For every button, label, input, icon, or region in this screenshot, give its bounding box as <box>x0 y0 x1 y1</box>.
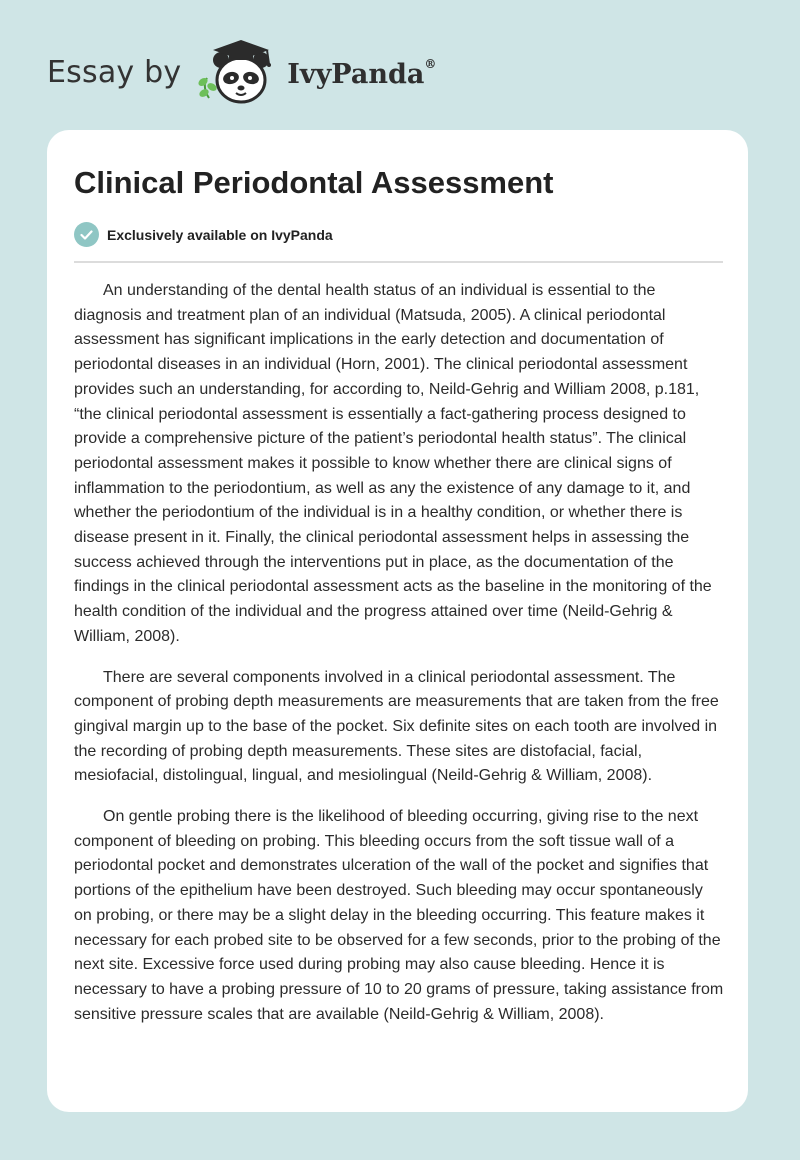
essay-by-label: Essay by <box>47 54 182 90</box>
paragraph: An understanding of the dental health status of an individual is essential to the diagnosis and treatment plan of an individual (Matsuda, 2005). A clinical periodontal assessment has significant implications in the early detection and documentation of periodontal diseases in an individual (Horn, 2001). The clinical periodontal assessment provides such an understanding, for according to, Neild-Gehrig and William 2008, p.181, “the clinical periodontal assessment is essentially a fact-gathering process designed to provide a comprehensive picture of the patient’s periodontal health status”. The clinical periodontal assessment makes it possible to know whether there are clinical signs of inflammation to the periodontium, as well as any the existence of any damage to it, and whether the periodontium of the individual is in a healthy condition, or whether there is disease present in it. Finally, the clinical periodontal assessment helps in assessing the success achieved through the interventions put in place, as the documentation of the findings in the clinical periodontal assessment acts as the baseline in the monitoring of the health condition of the individual and the progress attained over time (Neild-Gehrig & William, 2008). <box>74 282 712 645</box>
site-logo[interactable] <box>47 36 436 108</box>
check-circle-icon <box>74 222 99 247</box>
essay-card <box>47 130 748 1112</box>
page-title: Clinical Periodontal Assessment <box>74 165 554 200</box>
panda-mascot-icon <box>193 36 285 108</box>
brand-name: IvyPanda® <box>287 56 437 90</box>
exclusive-label: Exclusively available on IvyPanda <box>107 226 333 243</box>
exclusive-badge <box>74 222 333 247</box>
paragraph: On gentle probing there is the likelihood of bleeding occurring, giving rise to the next component of bleeding on probing. This bleeding occurs from the soft tissue wall of a periodontal pocket and demonstrates ulceration of the wall of the pocket and signifies that portions of the epithelium have been destroyed. Such bleeding may occur spontaneously on probing, or there may be a slight delay in the bleeding occurring. This feature makes it necessary for each probed site to be observed for a few seconds, prior to the probing of the next site. Excessive force used during probing may also cause bleeding. Hence it is necessary to have a probing pressure of 10 to 20 grams of pressure, taking assistance from sensitive pressure scales that are available (Neild-Gehrig & William, 2008). <box>74 808 724 1023</box>
essay-body <box>74 279 724 1043</box>
paragraph: There are several components involved in a clinical periodontal assessment. The component of probing depth measurements are measurements that are taken from the free gingival margin up to the base of the pocket. Six definite sites on each tooth are involved in the recording of probing depth measurements. These sites are distofacial, facial, mesiofacial, distolingual, lingual, and mesiolingual (Neild-Gehrig & William, 2008). <box>74 668 719 785</box>
divider <box>74 261 723 263</box>
registered-mark: ® <box>424 56 437 71</box>
